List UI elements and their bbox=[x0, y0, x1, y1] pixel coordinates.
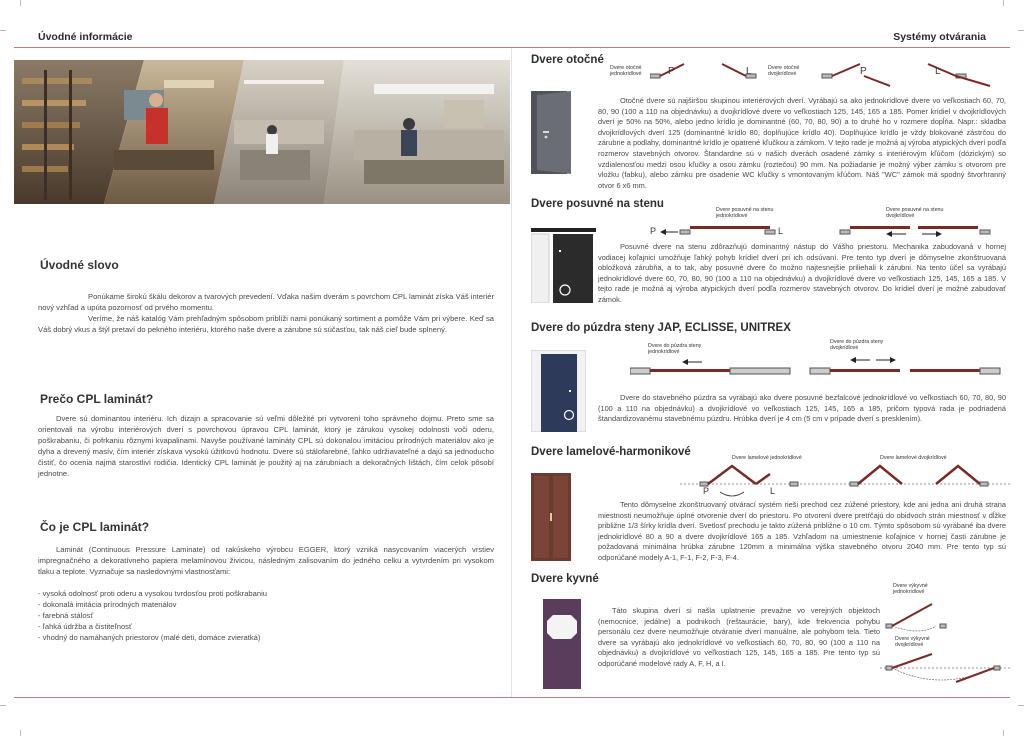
hinged-single-caption: Dvere otočné jednokrídlové bbox=[610, 65, 642, 77]
hinged-double-caption: Dvere otočné dvojkrídlové bbox=[768, 65, 800, 77]
swing-single-caption: Dvere výkyvné jednokrídlové bbox=[893, 583, 928, 595]
crop-mark bbox=[1003, 730, 1004, 736]
list-item: - farebná stálosť bbox=[38, 611, 94, 620]
hinged-label-p: P bbox=[668, 66, 675, 77]
folding-door-icon bbox=[531, 473, 571, 561]
intro-heading: Úvodné slovo bbox=[40, 258, 119, 272]
swing-plan-diagram bbox=[880, 596, 1010, 696]
why-cpl-paragraph: Dvere sú dominantou interiéru. Ich dizajn a spracovanie sú veľmi dôležité pri vytvorení toho správneho dojmu. Preto sme sa orientovali na výrobu interiérových dverí s povrchovou úpravou CPL laminát, ktorý je zárukou vysokej odolnosti voči oderu, poškrabaniu, či pofrkaniu rôznymi kvapalinami. Navyše používané lamináty CPL sú dokonalou imitáciou prírodných materiálov ako je dyha a drevený masív, čím interiér získava vysokú úžitkovú hodnotu. Dvere sú stálofarebné, ľahko udržiavateľné a dajú sa jednoducho čistiť, čo ocenia najmä starostliví rodičia. Identický CPL laminát je použitý aj na zárubniach a dekoračných lištách, čím celok pôsobí jednotne. bbox=[38, 414, 494, 478]
list-item: - vysoká odolnosť proti oderu a vysokou tvrdosťou proti poškrabaniu bbox=[38, 589, 267, 598]
sliding-single-caption: Dvere posuvné na stenu jednokrídlové bbox=[716, 207, 774, 219]
swing-doors-text: Táto skupina dverí si našla uplatnenie prevažne vo verejných objektoch (nemocnice, jedálne) a podnikoch (reštaurácie, bary), kde frekvencia pohybu personálu cez dvere neumožňuje otváranie dverí manuálne, ale pohybom tela. Tieto dvere sa vyrábajú ako jednokrídlové vo veľkostiach 60, 70, 80, 90 (100 a 110 na objednávku) a dvojkrídlové vo veľkostiach 125, 145, 165 a 185. Pre tento typ sú odporúčané modelové rady A, F, H, a I. bbox=[598, 606, 880, 668]
sliding-double-caption: Dvere posuvné na stenu dvojkrídlové bbox=[886, 207, 944, 219]
spine-divider bbox=[511, 48, 512, 697]
sliding-label-l: L bbox=[778, 226, 784, 236]
what-cpl-paragraph: Laminát (Continuous Pressure Laminate) od rakúskeho výrobcu EGGER, ktorý vzniká nasycovaním viacerých vrstiev impregnačného a dekoratívneho papiera melamínovou živicou, následným zalisovaním do jedného celku a vytvrdením pri vysokom tlaku a teplote. Vyznačuje sa nasledovnými vlastnosťami: bbox=[38, 545, 494, 576]
page-header-right: Systémy otvárania bbox=[893, 31, 986, 43]
list-item: - ľahká údržba a čistiteľnosť bbox=[38, 622, 132, 631]
sliding-doors-heading: Dvere posuvné na stenu bbox=[531, 198, 664, 210]
list-item: - vhodný do namáhaných priestorov (malé deti, domáce zvieratká) bbox=[38, 633, 261, 642]
swing-door-icon bbox=[543, 599, 581, 689]
cpl-properties-list bbox=[38, 588, 494, 643]
sliding-label-p: P bbox=[650, 226, 657, 236]
folding-label-l: L bbox=[770, 486, 776, 496]
footer-rule bbox=[14, 697, 1010, 698]
pocket-doors-text: Dvere do stavebného púzdra sa vyrábajú ako dvere posuvné bezfalcové jednokrídlové vo veľkostiach 60, 70, 80, 90 (100 a 110 na objednávku) a dvojkrídlové vo veľkostiach 125, 145, 165 a 185, pričom typová rada je podriadená štandardizovanému stavebnému púzdru. Hrúbka dverí je 4 cm (5 cm v prípade dverí s presklením). bbox=[598, 393, 1006, 424]
hinged-door-icon bbox=[531, 91, 576, 174]
hinged-label-p2: P bbox=[860, 66, 867, 77]
header-rule bbox=[14, 47, 1010, 48]
swing-double-caption: Dvere výkyvné dvojkrídlové bbox=[895, 636, 930, 648]
crop-mark bbox=[1018, 705, 1024, 706]
intro-paragraph-1: Ponúkame širokú škálu dekorov a tvarových prevedení. Vďaka našim dverám s povrchom CPL laminát získa Váš interiér nový vzhľad a upúta pozornosť od prvého momentu. bbox=[38, 292, 494, 312]
why-cpl-heading: Prečo CPL laminát? bbox=[40, 392, 154, 406]
pocket-door-icon bbox=[531, 350, 586, 432]
list-item: - dokonalá imitácia prírodných materiálov bbox=[38, 600, 177, 609]
sliding-doors-text: Posuvné dvere na stenu zdôrazňujú dominantný nástup do Vášho priestoru. Mechanika zabudovaná v hornej vodiacej koľajnici umožňuje ľahký pohyb krídiel dverí pri ich odsúvaní. Pre tento typ dverí je dômyselne zkonštruovaná obložková zárubňa, a to tak, aby posuvné dvere čo možno najtesnejšie priliehali k zárubni. Na tento účel sa vyrábajú jednokrídlové dvere 60, 70, 80, 90 (100 a 110 na objednávku) a dvojkrídlové dvere vo veľkostiach 125, 145, 165 a 185. V tejto rade je možná aj výroba atypických dverí podľa rozmerov stavebných otvorov. Do krídiel dverí je možné zabudovať zámok. bbox=[598, 242, 1006, 304]
hinged-label-l2: L bbox=[935, 66, 941, 77]
pocket-doors-heading: Dvere do púzdra steny JAP, ECLISSE, UNITREX bbox=[531, 322, 791, 334]
hinged-doors-text: Otočné dvere sú najširšou skupinou interiérových dverí. Vyrábajú sa ako jednokrídlové dvere vo veľkostiach 60, 70, 80, 90 (100 a 110 na objednávku) a dvojkrídlové dvere vo veľkostiach 125, 145, 165 a 185. Pomer krídiel v dvojkrídlových dverí je 50% na 50%, alebo jedno krídlo je dominantné (60, 70, 80, 90) a to druhé ho v rozmere dopĺňa. Napr.: skladba dvojkrídlových dverí 125 (dominantné krídlo 80, doplňujúce krídlo 40). Doplňujúce krídlo je vždy blokované zástrčou do zárubne a podlahy, dominantné krídlo je opatrené kľučkou a zámkom. V tejto rade je možná aj výroba atypických dverí podľa rozmerov stavebných otvorov. Štandardne sú v našich dverách osadené zámky s interiérovým kľúčom (dózickým) so vzdialenosťou medzi osou kľučky a osou zámku (roztečou) 90 mm. Na požiadanie je možný výber zámku s otvorom pre vložku (fabku), alebo zámku pre osadenie WC kľučky s vmontovaným kľúčom. Náš "WC" zámok má spodný štvorhranný otvor 6 x6 mm. bbox=[598, 96, 1006, 190]
factory-photo-collage bbox=[14, 60, 510, 204]
crop-mark bbox=[0, 705, 6, 706]
crop-mark bbox=[1003, 0, 1004, 6]
crop-mark bbox=[20, 0, 21, 6]
crop-mark bbox=[0, 30, 6, 31]
sliding-door-icon bbox=[531, 228, 596, 303]
pocket-single-caption: Dvere do púzdra steny jednokrídlové bbox=[648, 343, 702, 355]
crop-mark bbox=[20, 730, 21, 736]
folding-double-caption: Dvere lamelové dvojkrídlové bbox=[880, 455, 947, 461]
page-header-left: Úvodné informácie bbox=[38, 31, 133, 43]
folding-plan-diagram bbox=[680, 462, 1010, 502]
intro-paragraph-2: Veríme, že náš katalóg Vám prehľadným spôsobom priblíži nami ponúkaný sortiment a pomôže Vám pri výbere. Keď sa Váš dobrý vkus a štýl pretaví do pekného interiéru, ktorého naše dvere a zárubne sú súčasťou, tak náš cieľ bude splnený. bbox=[38, 314, 494, 334]
what-cpl-heading: Čo je CPL laminát? bbox=[40, 520, 150, 534]
folding-label-p: P bbox=[703, 486, 710, 496]
sliding-plan-diagram bbox=[650, 222, 1010, 240]
pocket-double-caption: Dvere do púzdra steny dvojkrídlové bbox=[830, 339, 884, 351]
folding-single-caption: Dvere lamelové jednokrídlové bbox=[732, 455, 802, 461]
hinged-plan-diagram bbox=[650, 60, 1010, 90]
pocket-plan-diagram bbox=[630, 356, 1010, 380]
hinged-label-l: L bbox=[746, 66, 752, 77]
crop-mark bbox=[1018, 30, 1024, 31]
folding-doors-text: Tento dômyselne zkonštruovaný otvárací systém rieši prechod cez zúžené priestory, kde ani jedna ani druhá strana miestnosti neumožňuje úplné otvorenie dverí do priestoru. Po otvorení dvere pretŕčajú do obidvoch strán miestnosť v dĺžke približne 1/3 šírky krídla dverí. Svetlosť prechodu je takto zúžená približne o 10 cm. Týmto spôsobom sú vyrábané iba dvere jednokrídlové 80 a 90 a dvere dvojkrídlové 165 a 185. Vzhľadom na umiestnenie koľajnice v hornej časti zárubne je požadovaná minimálna hrúbka zárubne 120mm a minimálna výška stavebného otvoru 2040 mm. Pre tento typ sú odporúčané modely A-1, F-1, F-2, F-3, F-4. bbox=[598, 500, 1006, 562]
folding-doors-heading: Dvere lamelové-harmonikové bbox=[531, 446, 691, 458]
swing-doors-heading: Dvere kyvné bbox=[531, 573, 599, 585]
hinged-doors-heading: Dvere otočné bbox=[531, 54, 604, 66]
